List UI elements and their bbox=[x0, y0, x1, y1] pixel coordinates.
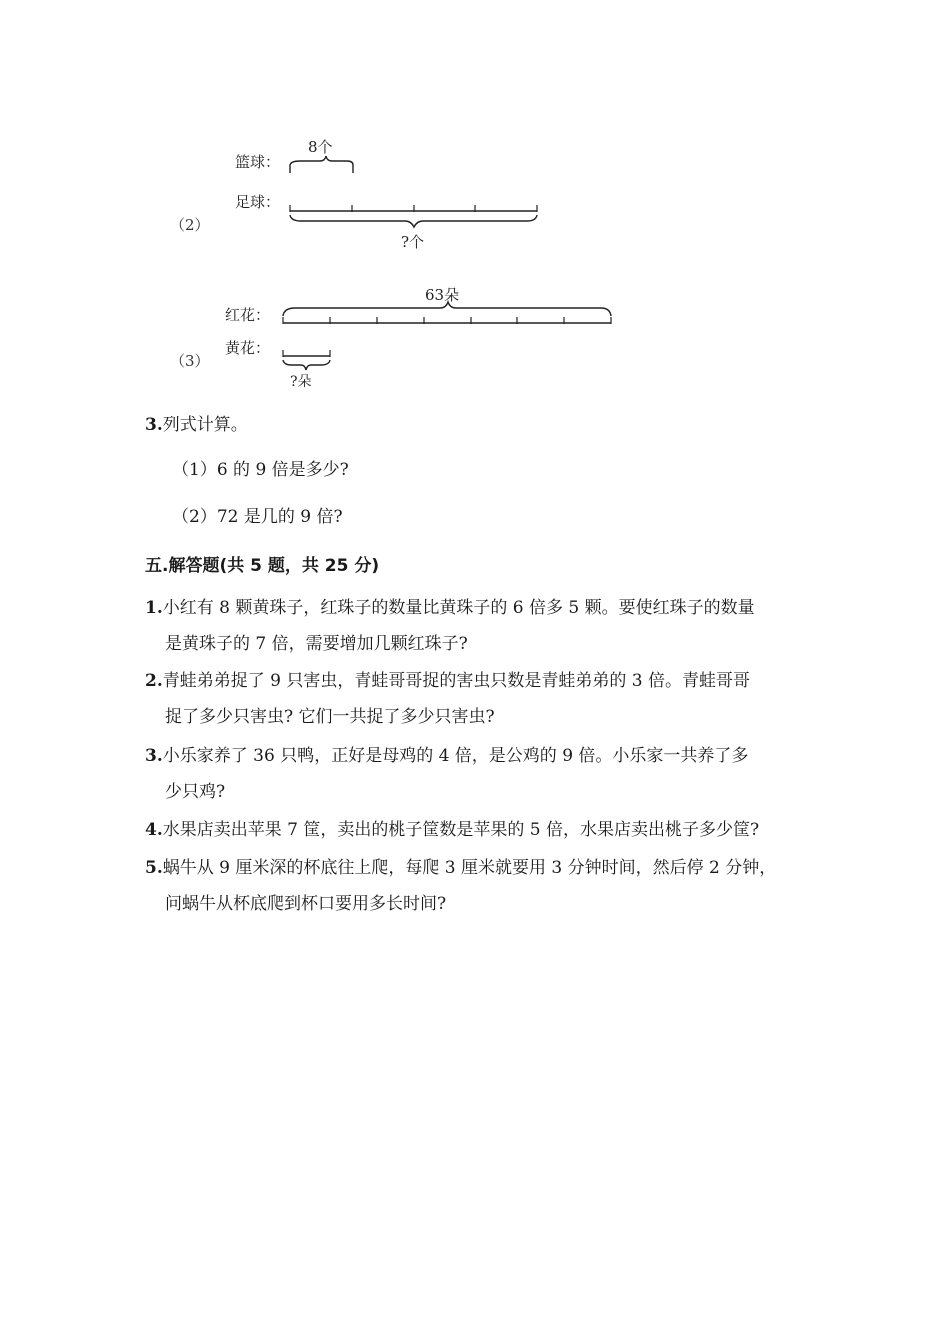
section3-item-1: （1）6 的 9 倍是多少? bbox=[172, 460, 349, 480]
section3-title: 列式计算。 bbox=[162, 415, 248, 435]
problem-4-number: 4. bbox=[145, 820, 163, 840]
problem-4-line1: 水果店卖出苹果 7 筐，卖出的桃子筐数是苹果的 5 倍，水果店卖出桃子多少筐? bbox=[162, 820, 760, 840]
problem-2-line2: 捉了多少只害虫? 它们一共捉了多少只害虫? bbox=[165, 707, 495, 727]
problem-1-number: 1. bbox=[145, 598, 163, 618]
problem-3-number: 3. bbox=[145, 746, 163, 766]
problem-5-line1: 蜗牛从 9 厘米深的杯底往上爬，每爬 3 厘米就要用 3 分钟时间，然后停 2 分钟， bbox=[162, 858, 777, 878]
problem-3-line2: 少只鸡? bbox=[165, 782, 226, 802]
problem-3 bbox=[145, 745, 748, 767]
diagram2-index: （2） bbox=[170, 216, 210, 234]
problem-3-line1: 小乐家养了 36 只鸭，正好是母鸡的 4 倍，是公鸡的 9 倍。小乐家一共养了多 bbox=[162, 746, 749, 766]
diagram2-row2-label: 足球： bbox=[235, 193, 281, 211]
section3-item-2: （2）72 是几的 9 倍? bbox=[172, 507, 343, 527]
problem-4 bbox=[145, 819, 759, 841]
diagram3-bar-model bbox=[215, 280, 635, 395]
problem-5-line2: 问蜗牛从杯底爬到杯口要用多长时间? bbox=[165, 894, 447, 914]
diagram3-value-top: 63朵 bbox=[425, 286, 460, 304]
diagram3-row1-label: 红花： bbox=[225, 306, 271, 324]
diagram3-row2-label: 黄花： bbox=[225, 339, 271, 357]
section3-number: 3. bbox=[145, 415, 163, 435]
diagram3-row2-value: ?朵 bbox=[290, 374, 312, 390]
problem-1 bbox=[145, 597, 755, 619]
problem-1-line1: 小红有 8 颗黄珠子，红珠子的数量比黄珠子的 6 倍多 5 颗。要使红珠子的数量 bbox=[162, 598, 755, 618]
problem-2-line1: 青蛙弟弟捉了 9 只害虫，青蛙哥哥捉的害虫只数是青蛙弟弟的 3 倍。青蛙哥哥 bbox=[162, 671, 750, 691]
diagram2-bar-model bbox=[225, 135, 585, 255]
diagram2-row1-brace bbox=[290, 156, 353, 173]
section5-title: 五.解答题(共 5 题，共 25 分) bbox=[145, 556, 380, 576]
diagram3-index: （3） bbox=[170, 352, 210, 370]
diagram2-row2-brace bbox=[290, 215, 537, 227]
problem-5 bbox=[145, 857, 776, 879]
diagram2-row1-label: 篮球： bbox=[235, 153, 281, 171]
problem-2 bbox=[145, 670, 750, 692]
problem-1-line2: 是黄珠子的 7 倍，需要增加几颗红珠子? bbox=[165, 634, 468, 654]
diagram3-row1-brace bbox=[283, 302, 611, 316]
section3-heading bbox=[145, 414, 248, 436]
problem-5-number: 5. bbox=[145, 858, 163, 878]
diagram3-row2-brace bbox=[283, 360, 330, 370]
diagram2-row1-value: 8个 bbox=[308, 138, 333, 156]
diagram2-row2-value: ?个 bbox=[401, 233, 425, 251]
problem-2-number: 2. bbox=[145, 671, 163, 691]
